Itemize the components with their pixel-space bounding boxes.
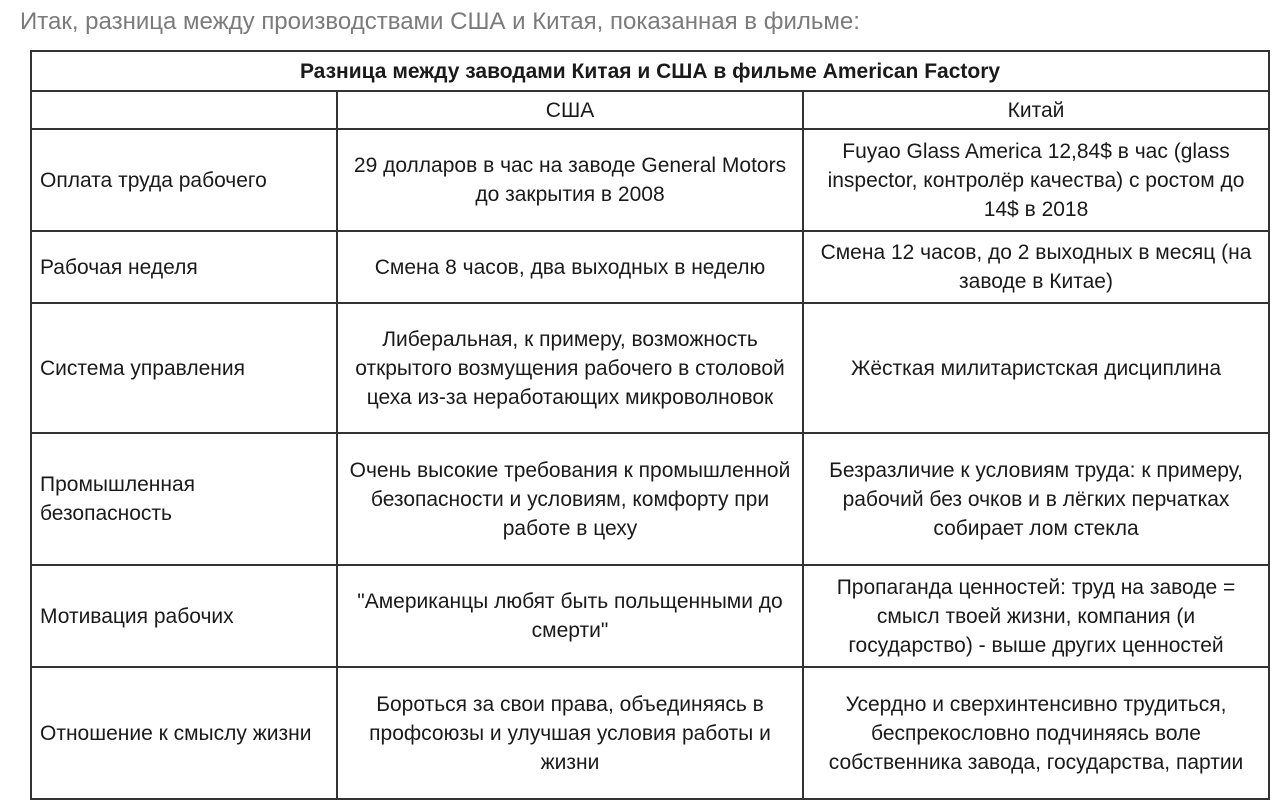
column-header-row [31,91,1269,129]
row-label: Система управления [31,303,337,433]
table-row [31,129,1269,231]
row-label: Мотивация рабочих [31,565,337,667]
usa-cell: Очень высокие требования к промышленной безопасности и условиям, комфорту при работе в цеху [337,433,803,565]
row-label: Оплата труда рабочего [31,129,337,231]
usa-cell: "Американцы любят быть польщенными до смерти" [337,565,803,667]
column-header-usa: США [337,91,803,129]
table-title: Разница между заводами Китая и США в фильме American Factory [31,51,1269,91]
column-header-china: Китай [803,91,1269,129]
table-row [31,667,1269,799]
intro-text: Итак, разница между производствами США и Китая, показанная в фильме: [20,8,860,35]
comparison-table [30,50,1270,800]
china-cell: Усердно и сверхинтенсивно трудиться, беспрекословно подчиняясь воле собственника завода, государства, партии [803,667,1269,799]
table-row [31,231,1269,303]
usa-cell: Либеральная, к примеру, возможность открытого возмущения рабочего в столовой цеха из-за неработающих микроволновок [337,303,803,433]
china-cell: Пропаганда ценностей: труд на заводе = смысл твоей жизни, компания (и государство) - выше других ценностей [803,565,1269,667]
china-cell: Fuyao Glass America 12,84$ в час (glass inspector, контролёр качества) с ростом до 14$ в 2018 [803,129,1269,231]
usa-cell: Смена 8 часов, два выходных в неделю [337,231,803,303]
row-label: Промышленная безопасность [31,433,337,565]
column-header-empty [31,91,337,129]
title-row [31,51,1269,91]
table-row [31,303,1269,433]
row-label: Отношение к смыслу жизни [31,667,337,799]
row-label: Рабочая неделя [31,231,337,303]
table-row [31,565,1269,667]
usa-cell: Бороться за свои права, объединяясь в профсоюзы и улучшая условия работы и жизни [337,667,803,799]
table-row [31,433,1269,565]
china-cell: Жёсткая милитаристская дисциплина [803,303,1269,433]
china-cell: Безразличие к условиям труда: к примеру, рабочий без очков и в лёгких перчатках собирает лом стекла [803,433,1269,565]
china-cell: Смена 12 часов, до 2 выходных в месяц (на заводе в Китае) [803,231,1269,303]
usa-cell: 29 долларов в час на заводе General Motors до закрытия в 2008 [337,129,803,231]
